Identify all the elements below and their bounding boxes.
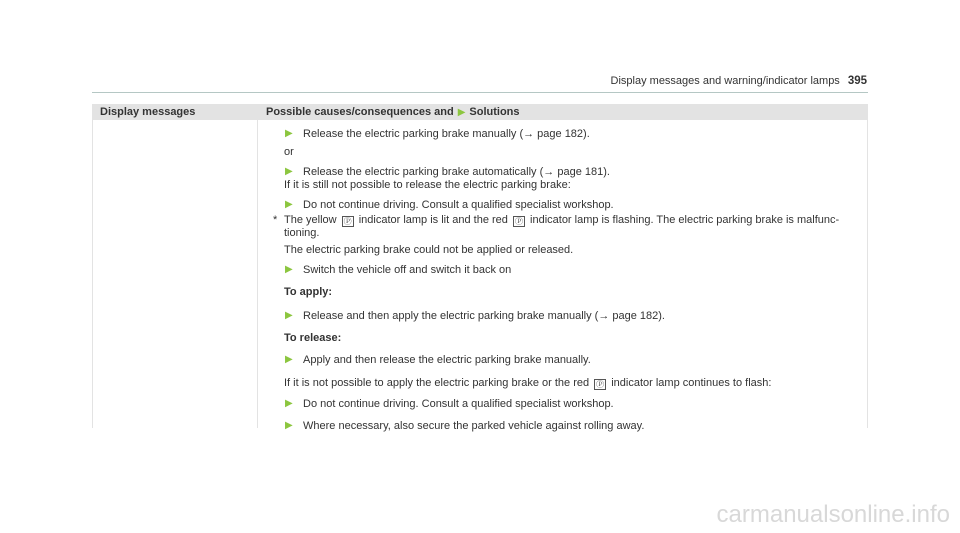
- header-rule: [92, 92, 868, 93]
- to-release-heading: To release:: [284, 332, 342, 344]
- green-triangle-icon: ▶: [285, 264, 293, 275]
- or-text: or: [284, 146, 294, 158]
- watermark: carmanualsonline.info: [716, 501, 950, 528]
- cannot-apply-text: The electric parking brake could not be applied or released.: [284, 244, 574, 256]
- parking-brake-indicator-icon: Ⓟ: [343, 217, 352, 226]
- running-head-title: Display messages and warning/indicator lamps: [610, 75, 840, 87]
- parking-brake-indicator-icon: Ⓟ: [514, 217, 523, 226]
- green-triangle-icon: ▶: [457, 106, 466, 118]
- list-item: ▶ Release the electric parking brake manually (→ page 182).: [285, 128, 590, 140]
- parking-brake-indicator-icon: Ⓟ: [596, 380, 605, 389]
- green-triangle-icon: ▶: [285, 420, 293, 431]
- green-triangle-icon: ▶: [285, 398, 293, 409]
- list-item: ▶ Release the electric parking brake automatically (→ page 181).: [285, 166, 610, 178]
- not-possible-text: If it is not possible to apply the electric parking brake or the red Ⓟ indicator lamp continues to flash:: [284, 377, 772, 389]
- list-item: ▶ Release and then apply the electric parking brake manually (→ page 182).: [285, 310, 665, 322]
- malfunction-text: * The yellow Ⓟ indicator lamp is lit and the red Ⓟ indicator lamp is flashing. The electric parking brake is malfunc-: [273, 214, 840, 226]
- running-head: [611, 75, 867, 87]
- green-triangle-icon: ▶: [285, 310, 293, 321]
- list-item: ▶ Do not continue driving. Consult a qualified specialist workshop.: [285, 398, 614, 410]
- table-left-border: [92, 120, 93, 428]
- to-apply-heading: To apply:: [284, 286, 333, 298]
- page-number: 395: [847, 75, 867, 87]
- green-triangle-icon: ▶: [285, 354, 293, 365]
- green-triangle-icon: ▶: [285, 199, 293, 210]
- table-right-border: [867, 120, 868, 428]
- list-item: ▶ Switch the vehicle off and switch it back on: [285, 264, 512, 276]
- col-display-messages-header: Display messages: [100, 106, 196, 118]
- green-triangle-icon: ▶: [285, 128, 293, 139]
- green-triangle-icon: ▶: [285, 166, 293, 177]
- malfunction-text-cont: tioning.: [284, 227, 320, 239]
- still-not-text: If it is still not possible to release the electric parking brake:: [284, 179, 571, 191]
- list-item: ▶ Where necessary, also secure the parked vehicle against rolling away.: [285, 420, 645, 432]
- col-causes-solutions-header: Possible causes/consequences and ▶ Solutions: [266, 106, 520, 118]
- table-header: [92, 104, 868, 120]
- list-item: ▶ Do not continue driving. Consult a qualified specialist workshop.: [285, 199, 614, 211]
- column-divider: [257, 104, 258, 428]
- list-item: ▶ Apply and then release the electric parking brake manually.: [285, 354, 591, 366]
